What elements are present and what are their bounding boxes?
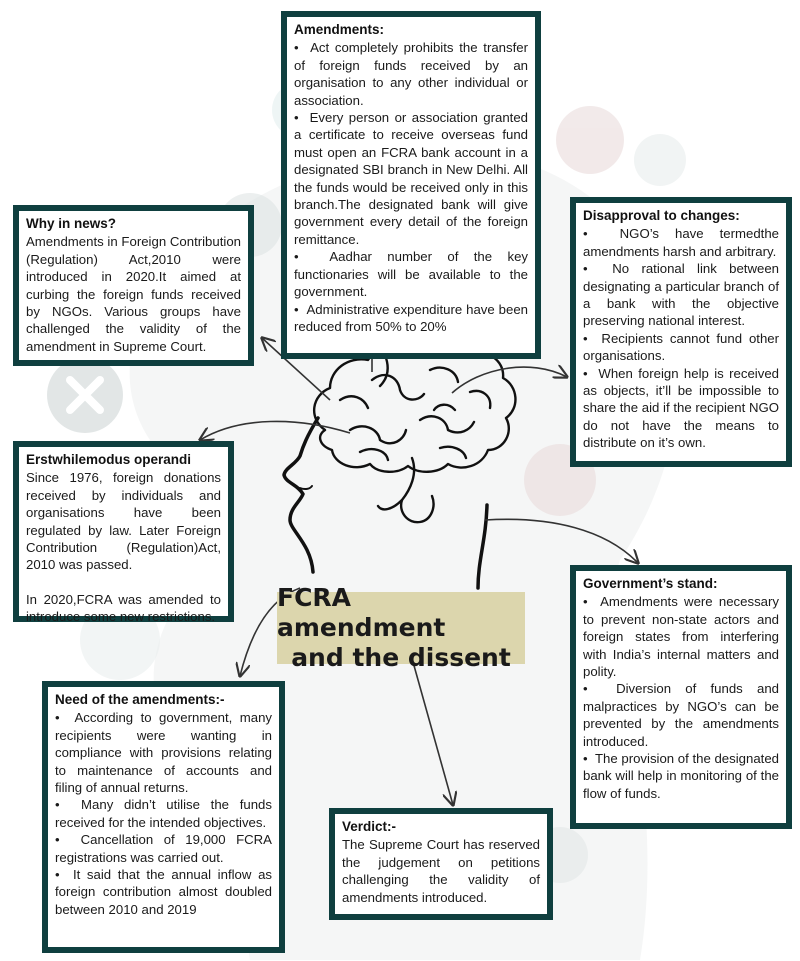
amendments-list bbox=[294, 39, 528, 335]
need-box bbox=[42, 681, 285, 953]
why-in-news-box bbox=[13, 205, 254, 366]
erstwhile-text-2: In 2020,FCRA was amended to introduce some new restrictions. bbox=[26, 591, 221, 625]
need-list bbox=[55, 709, 272, 918]
disapproval-box bbox=[570, 197, 792, 467]
diagram-title-line-1: FCRA amendment bbox=[277, 583, 446, 642]
erstwhile-text-1: Since 1976, foreign donations received by individuals and organisations have been regulated by law. Later Foreign Contribution (Regulation)Act, 2010 was passed. bbox=[26, 470, 221, 573]
disapproval-heading: Disapproval to changes: bbox=[583, 208, 740, 223]
list-item: • NGO’s have termedthe amendments harsh and arbitrary. bbox=[583, 225, 779, 260]
erstwhile-heading: Erstwhilemodus operandi bbox=[26, 452, 192, 467]
government-stand-box bbox=[570, 565, 792, 829]
diagram-title bbox=[277, 583, 525, 672]
list-item: • Every person or association granted a certificate to receive overseas fund must open an FCRA bank account in a designated SBI branch in New Delhi. All the funds would be received only in this branch.The designated bank will give government every detail of the foreign remittance. bbox=[294, 109, 528, 248]
erstwhile-box bbox=[13, 441, 234, 625]
verdict-text: The Supreme Court has reserved the judgement on petitions challenging the validity of amendments introduced. bbox=[342, 837, 540, 905]
amendments-heading: Amendments: bbox=[294, 22, 385, 37]
list-item: • Recipients cannot fund other organisations. bbox=[583, 330, 779, 365]
verdict-box bbox=[329, 808, 553, 920]
why-in-news-heading: Why in news? bbox=[26, 216, 117, 231]
list-item: • Amendments were necessary to prevent non-state actors and foreign states from interfering with India’s internal matters and polity. bbox=[583, 593, 779, 680]
list-item: • Administrative expenditure have been reduced from 50% to 20% bbox=[294, 301, 528, 336]
list-item: • Diversion of funds and malpractices by NGO’s can be prevented by the amendments introduced. bbox=[583, 680, 779, 750]
list-item: • Aadhar number of the key functionaries will be available to the government. bbox=[294, 248, 528, 300]
list-item: • No rational link between designating a particular branch of a bank with the objective preserving national interest. bbox=[583, 260, 779, 330]
amendments-box bbox=[281, 11, 541, 359]
list-item: • Many didn’t utilise the funds received for the intended objectives. bbox=[55, 796, 272, 831]
diagram-title-line-2: and the dissent bbox=[291, 643, 511, 672]
need-heading: Need of the amendments:- bbox=[55, 692, 225, 707]
list-item: • Cancellation of 19,000 FCRA registrations was carried out. bbox=[55, 831, 272, 866]
list-item: • According to government, many recipients were wanting in compliance with provisions relating to maintenance of accounts and filing of annual returns. bbox=[55, 709, 272, 796]
list-item: • When foreign help is received as objects, it’ll be impossible to share the aid if the recipient NGO do not have the means to distribute on it’s own. bbox=[583, 365, 779, 452]
disapproval-list bbox=[583, 225, 779, 451]
government-stand-heading: Government’s stand: bbox=[583, 576, 718, 591]
government-stand-list bbox=[583, 593, 779, 802]
list-item: • Act completely prohibits the transfer of foreign funds received by an organisation to any other individual or association. bbox=[294, 39, 528, 109]
verdict-heading: Verdict:- bbox=[342, 819, 397, 834]
list-item: • It said that the annual inflow as foreign contribution almost doubled between 2010 and 2019 bbox=[55, 866, 272, 918]
list-item: • The provision of the designated bank will help in monitoring of the flow of funds. bbox=[583, 750, 779, 802]
why-in-news-text: Amendments in Foreign Contribution (Regulation) Act,2010 were introduced in 2020.It aimed at curbing the foreign funds received by NGOs. Various groups have challenged the validity of the amendment in Supreme Court. bbox=[26, 234, 241, 354]
